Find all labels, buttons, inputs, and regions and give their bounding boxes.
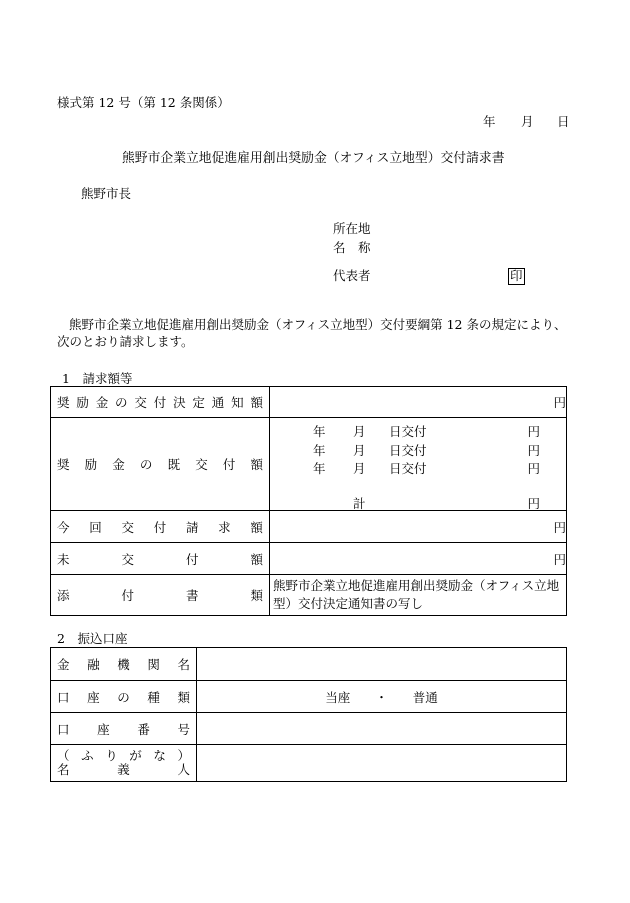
label-char: 添 bbox=[57, 588, 70, 604]
attachments-value: 熊野市企業立地促進雇用創出奨励金（オフィス立地型）交付決定通知書の写し bbox=[273, 578, 560, 612]
label-char: ） bbox=[177, 747, 190, 763]
entry-month: 月 bbox=[353, 461, 366, 476]
holder-label bbox=[51, 763, 196, 777]
account-type-label-cell bbox=[51, 681, 197, 713]
label-char: り bbox=[105, 747, 118, 763]
label-char: 号 bbox=[177, 721, 190, 737]
entry-month: 月 bbox=[353, 424, 366, 439]
remaining-yen-unit: 円 bbox=[553, 551, 566, 567]
label-char: 付 bbox=[222, 457, 236, 472]
total-label: 計 bbox=[353, 496, 366, 511]
table-row-account-number bbox=[51, 713, 567, 745]
previous-entry-1 bbox=[270, 422, 566, 439]
entry-yen: 円 bbox=[527, 461, 540, 476]
label-char: な bbox=[153, 747, 166, 763]
seal-box: 印 bbox=[510, 268, 523, 283]
total-yen: 円 bbox=[527, 496, 540, 511]
account-type-value-cell[interactable] bbox=[197, 681, 567, 713]
company-name-label: 名 称 bbox=[333, 240, 371, 255]
previous-entries bbox=[270, 418, 566, 510]
label-char: 知 bbox=[231, 395, 244, 410]
label-char: 類 bbox=[250, 588, 263, 604]
address-label: 所在地 bbox=[333, 221, 371, 236]
label-char: 口 bbox=[57, 689, 70, 705]
previous-total bbox=[270, 494, 566, 511]
label-char: 座 bbox=[87, 689, 100, 705]
attachments-label-cell bbox=[51, 575, 270, 616]
label-char: 関 bbox=[147, 657, 160, 672]
label-char: 求 bbox=[218, 519, 231, 535]
label-char: 人 bbox=[177, 762, 190, 777]
bank-label bbox=[51, 655, 196, 673]
label-char: の bbox=[139, 457, 153, 472]
label-char: 額 bbox=[250, 551, 263, 567]
entry-year: 年 bbox=[313, 461, 326, 476]
label-char: 今 bbox=[57, 519, 70, 535]
label-char: 金 bbox=[57, 657, 70, 672]
label-char: 励 bbox=[76, 395, 89, 410]
entry-day: 日交付 bbox=[389, 443, 427, 458]
label-char: 義 bbox=[117, 762, 130, 777]
date-day-label: 日 bbox=[557, 114, 570, 129]
remaining-label bbox=[51, 550, 269, 568]
previous-entry-3 bbox=[270, 459, 566, 476]
bank-value-cell[interactable] bbox=[197, 648, 567, 681]
label-char: の bbox=[117, 689, 130, 705]
current-label-cell bbox=[51, 511, 270, 543]
holder-value-cell[interactable] bbox=[197, 745, 567, 782]
section1-heading: 1 請求額等 bbox=[62, 371, 133, 386]
label-char: 名 bbox=[57, 762, 70, 777]
label-char: 交 bbox=[195, 457, 208, 472]
table-row-holder bbox=[51, 745, 567, 782]
label-char: 番 bbox=[137, 721, 150, 737]
table-row-attachments bbox=[51, 575, 567, 616]
label-char: 請 bbox=[185, 519, 199, 535]
label-char: 決 bbox=[173, 395, 186, 410]
label-char: 額 bbox=[250, 519, 263, 535]
decision-yen-unit: 円 bbox=[553, 395, 566, 410]
previous-label bbox=[51, 455, 269, 473]
entry-day: 日交付 bbox=[389, 424, 427, 439]
current-yen-unit: 円 bbox=[553, 519, 566, 535]
account-number-value-cell[interactable] bbox=[197, 713, 567, 745]
label-char: 交 bbox=[121, 551, 134, 567]
section2-heading: 2 振込口座 bbox=[57, 631, 128, 646]
label-char: 機 bbox=[117, 657, 130, 672]
label-char: （ bbox=[57, 747, 70, 763]
entry-year: 年 bbox=[313, 424, 326, 439]
label-char: 付 bbox=[153, 519, 167, 535]
representative-label: 代表者 bbox=[333, 268, 371, 283]
claim-amount-table bbox=[50, 386, 567, 616]
label-char: 書 bbox=[185, 588, 199, 604]
decision-label-cell bbox=[51, 387, 270, 418]
label-char: 座 bbox=[97, 721, 110, 737]
label-char: 既 bbox=[167, 457, 181, 472]
entry-year: 年 bbox=[313, 443, 326, 458]
account-type-label bbox=[51, 688, 196, 706]
label-char: 交 bbox=[134, 395, 147, 410]
label-char: 融 bbox=[87, 657, 100, 672]
label-char: 付 bbox=[121, 588, 134, 604]
label-char: 奨 bbox=[57, 457, 70, 472]
decision-label bbox=[51, 393, 269, 411]
label-char: 種 bbox=[147, 689, 160, 705]
previous-amount-cell[interactable] bbox=[270, 418, 567, 511]
table-row-previous bbox=[51, 418, 567, 511]
table-row-decision bbox=[51, 387, 567, 418]
current-label bbox=[51, 518, 269, 536]
label-char: が bbox=[129, 747, 142, 763]
body-text-line1: 熊野市企業立地促進雇用創出奨励金（オフィス立地型）交付要綱第 12 条の規定により、 bbox=[69, 317, 567, 332]
attachments-label bbox=[51, 586, 269, 604]
document-title: 熊野市企業立地促進雇用創出奨励金（オフィス立地型）交付請求書 bbox=[122, 151, 505, 166]
account-number-label-cell bbox=[51, 713, 197, 745]
current-amount-cell[interactable] bbox=[270, 511, 567, 543]
account-number-label bbox=[51, 720, 196, 738]
body-text-line2: 次のとおり請求します。 bbox=[57, 334, 194, 349]
label-char: 通 bbox=[211, 395, 225, 410]
entry-yen: 円 bbox=[527, 424, 540, 439]
entry-day: 日交付 bbox=[389, 461, 427, 476]
label-char: 額 bbox=[250, 457, 263, 472]
label-char: の bbox=[115, 395, 128, 410]
label-char: 回 bbox=[89, 519, 102, 535]
entry-month: 月 bbox=[353, 443, 366, 458]
label-char: 名 bbox=[177, 657, 190, 672]
remaining-amount-cell[interactable] bbox=[270, 543, 567, 575]
date-year-label: 年 bbox=[483, 114, 496, 129]
remaining-label-cell bbox=[51, 543, 270, 575]
label-char: 額 bbox=[250, 395, 263, 410]
label-char: 口 bbox=[57, 721, 70, 737]
label-char: 奨 bbox=[57, 395, 70, 410]
label-char: 付 bbox=[185, 551, 199, 567]
entry-yen: 円 bbox=[527, 443, 540, 458]
label-char: ふ bbox=[81, 747, 94, 763]
table-row-bank bbox=[51, 648, 567, 681]
form-number: 様式第 12 号（第 12 条関係） bbox=[57, 95, 230, 110]
label-char: 励 bbox=[84, 457, 98, 472]
holder-kana-label bbox=[51, 749, 196, 763]
date-month-label: 月 bbox=[521, 114, 534, 129]
seal-mark bbox=[508, 268, 525, 285]
bank-account-table bbox=[50, 647, 567, 782]
decision-amount-cell[interactable] bbox=[270, 387, 567, 418]
label-char: 定 bbox=[192, 395, 205, 410]
table-row-remaining bbox=[51, 543, 567, 575]
table-row-account-type bbox=[51, 681, 567, 713]
label-char: 類 bbox=[177, 689, 190, 705]
previous-label-cell bbox=[51, 418, 270, 511]
attachments-value-cell bbox=[270, 575, 567, 616]
holder-label-cell bbox=[51, 745, 197, 782]
label-char: 金 bbox=[95, 395, 109, 410]
label-char: 付 bbox=[153, 395, 167, 410]
account-type-options: 当座 ・ 普通 bbox=[325, 689, 438, 705]
bank-label-cell bbox=[51, 648, 197, 681]
label-char: 金 bbox=[112, 457, 125, 472]
table-row-current bbox=[51, 511, 567, 543]
label-char: 未 bbox=[57, 551, 70, 567]
previous-entry-2 bbox=[270, 441, 566, 458]
label-char: 交 bbox=[121, 519, 134, 535]
addressee: 熊野市長 bbox=[81, 186, 132, 201]
